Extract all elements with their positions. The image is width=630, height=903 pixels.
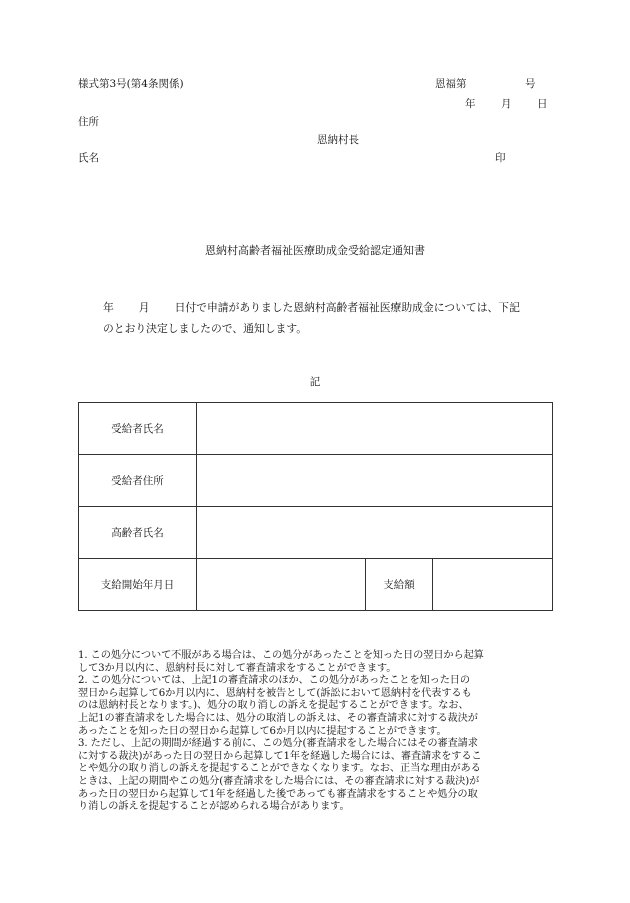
body-paragraph (103, 297, 555, 339)
ki-heading: 記 (309, 376, 321, 388)
recipient-address-value (197, 455, 553, 507)
table-row (79, 455, 553, 507)
name-label: 氏名 (78, 152, 99, 164)
address-label: 住所 (78, 116, 99, 128)
issuer: 恩納村長 (317, 134, 359, 146)
body-line-1-rest: 日付で申請がありました恩納村高齢者福祉医療助成金については、下記 (174, 301, 520, 314)
date-year-label: 年 (465, 98, 476, 110)
body-line-1 (103, 297, 555, 318)
note-line: のは恩納村長となります。)、処分の取り消しの訴えを提起することができます。なお、 (78, 700, 469, 712)
note-line: 1. この処分について不服がある場合は、この処分があったことを知った日の翌日から起算 (78, 650, 484, 661)
amount-label: 支給額 (366, 559, 433, 611)
start-date-value (197, 559, 366, 611)
document-title: 恩納村高齢者福祉医療助成金受給認定通知書 (205, 244, 425, 257)
notes-section (78, 650, 556, 814)
note-line: 翌日から起算して6か月以内に、恩納村を被告として(訴訟において恩納村を代表するも (78, 687, 472, 699)
body-month: 月 (138, 301, 150, 314)
note-line: 上記1の審査請求をした場合には、処分の取消しの訴えは、その審査請求に対する裁決が (78, 712, 478, 724)
start-date-label: 支給開始年月日 (79, 559, 197, 611)
note-line: あった日の翌日から起算して1年を経過した後であっても審査請求をすることや処分の取 (78, 788, 478, 800)
elder-name-value (197, 507, 553, 559)
note-line: に対する裁決)があった日の翌日から起算して1年を経過した場合には、審査請求をするこ (78, 750, 482, 762)
document-number-suffix: 号 (525, 78, 536, 90)
note-line: 2. この処分については、上記1の審査請求のほか、この処分があったことを知った日の (78, 675, 470, 687)
body-year: 年 (103, 301, 114, 314)
recipient-name-label: 受給者氏名 (79, 403, 197, 455)
note-line: あったことを知った日の翌日から起算して6か月以内に提起することができます。 (78, 725, 447, 737)
date-day-label: 日 (537, 98, 548, 110)
document-number-prefix: 恩福第 (435, 78, 467, 90)
recipient-name-value (197, 403, 553, 455)
form-id: 様式第3号(第4条関係) (78, 78, 184, 90)
date-month-label: 月 (501, 98, 512, 110)
note-line: して3か月以内に、恩納村長に対して審査請求をすることができます。 (78, 662, 397, 674)
recipient-address-label: 受給者住所 (79, 455, 197, 507)
table-row (79, 559, 553, 611)
seal-mark: 印 (495, 152, 506, 164)
details-table (78, 402, 553, 611)
body-line-2: のとおり決定しましたので、通知します。 (103, 322, 308, 335)
note-line: とや処分の取り消しの訴えを提起することができなくなります。なお、正当な理由がある (78, 763, 481, 775)
table-row (79, 403, 553, 455)
table-row (79, 507, 553, 559)
note-line: ときは、上記の期間やこの処分(審査請求をした場合には、その審査請求に対する裁決)が (78, 775, 480, 787)
elder-name-label: 高齢者氏名 (79, 507, 197, 559)
note-line: 3. ただし、上記の期間が経過する前に、この処分(審査請求をした場合にはその審査請求 (78, 738, 478, 750)
note-line: り消しの訴えを提起することが認められる場合があります。 (78, 801, 350, 813)
amount-value (433, 559, 553, 611)
